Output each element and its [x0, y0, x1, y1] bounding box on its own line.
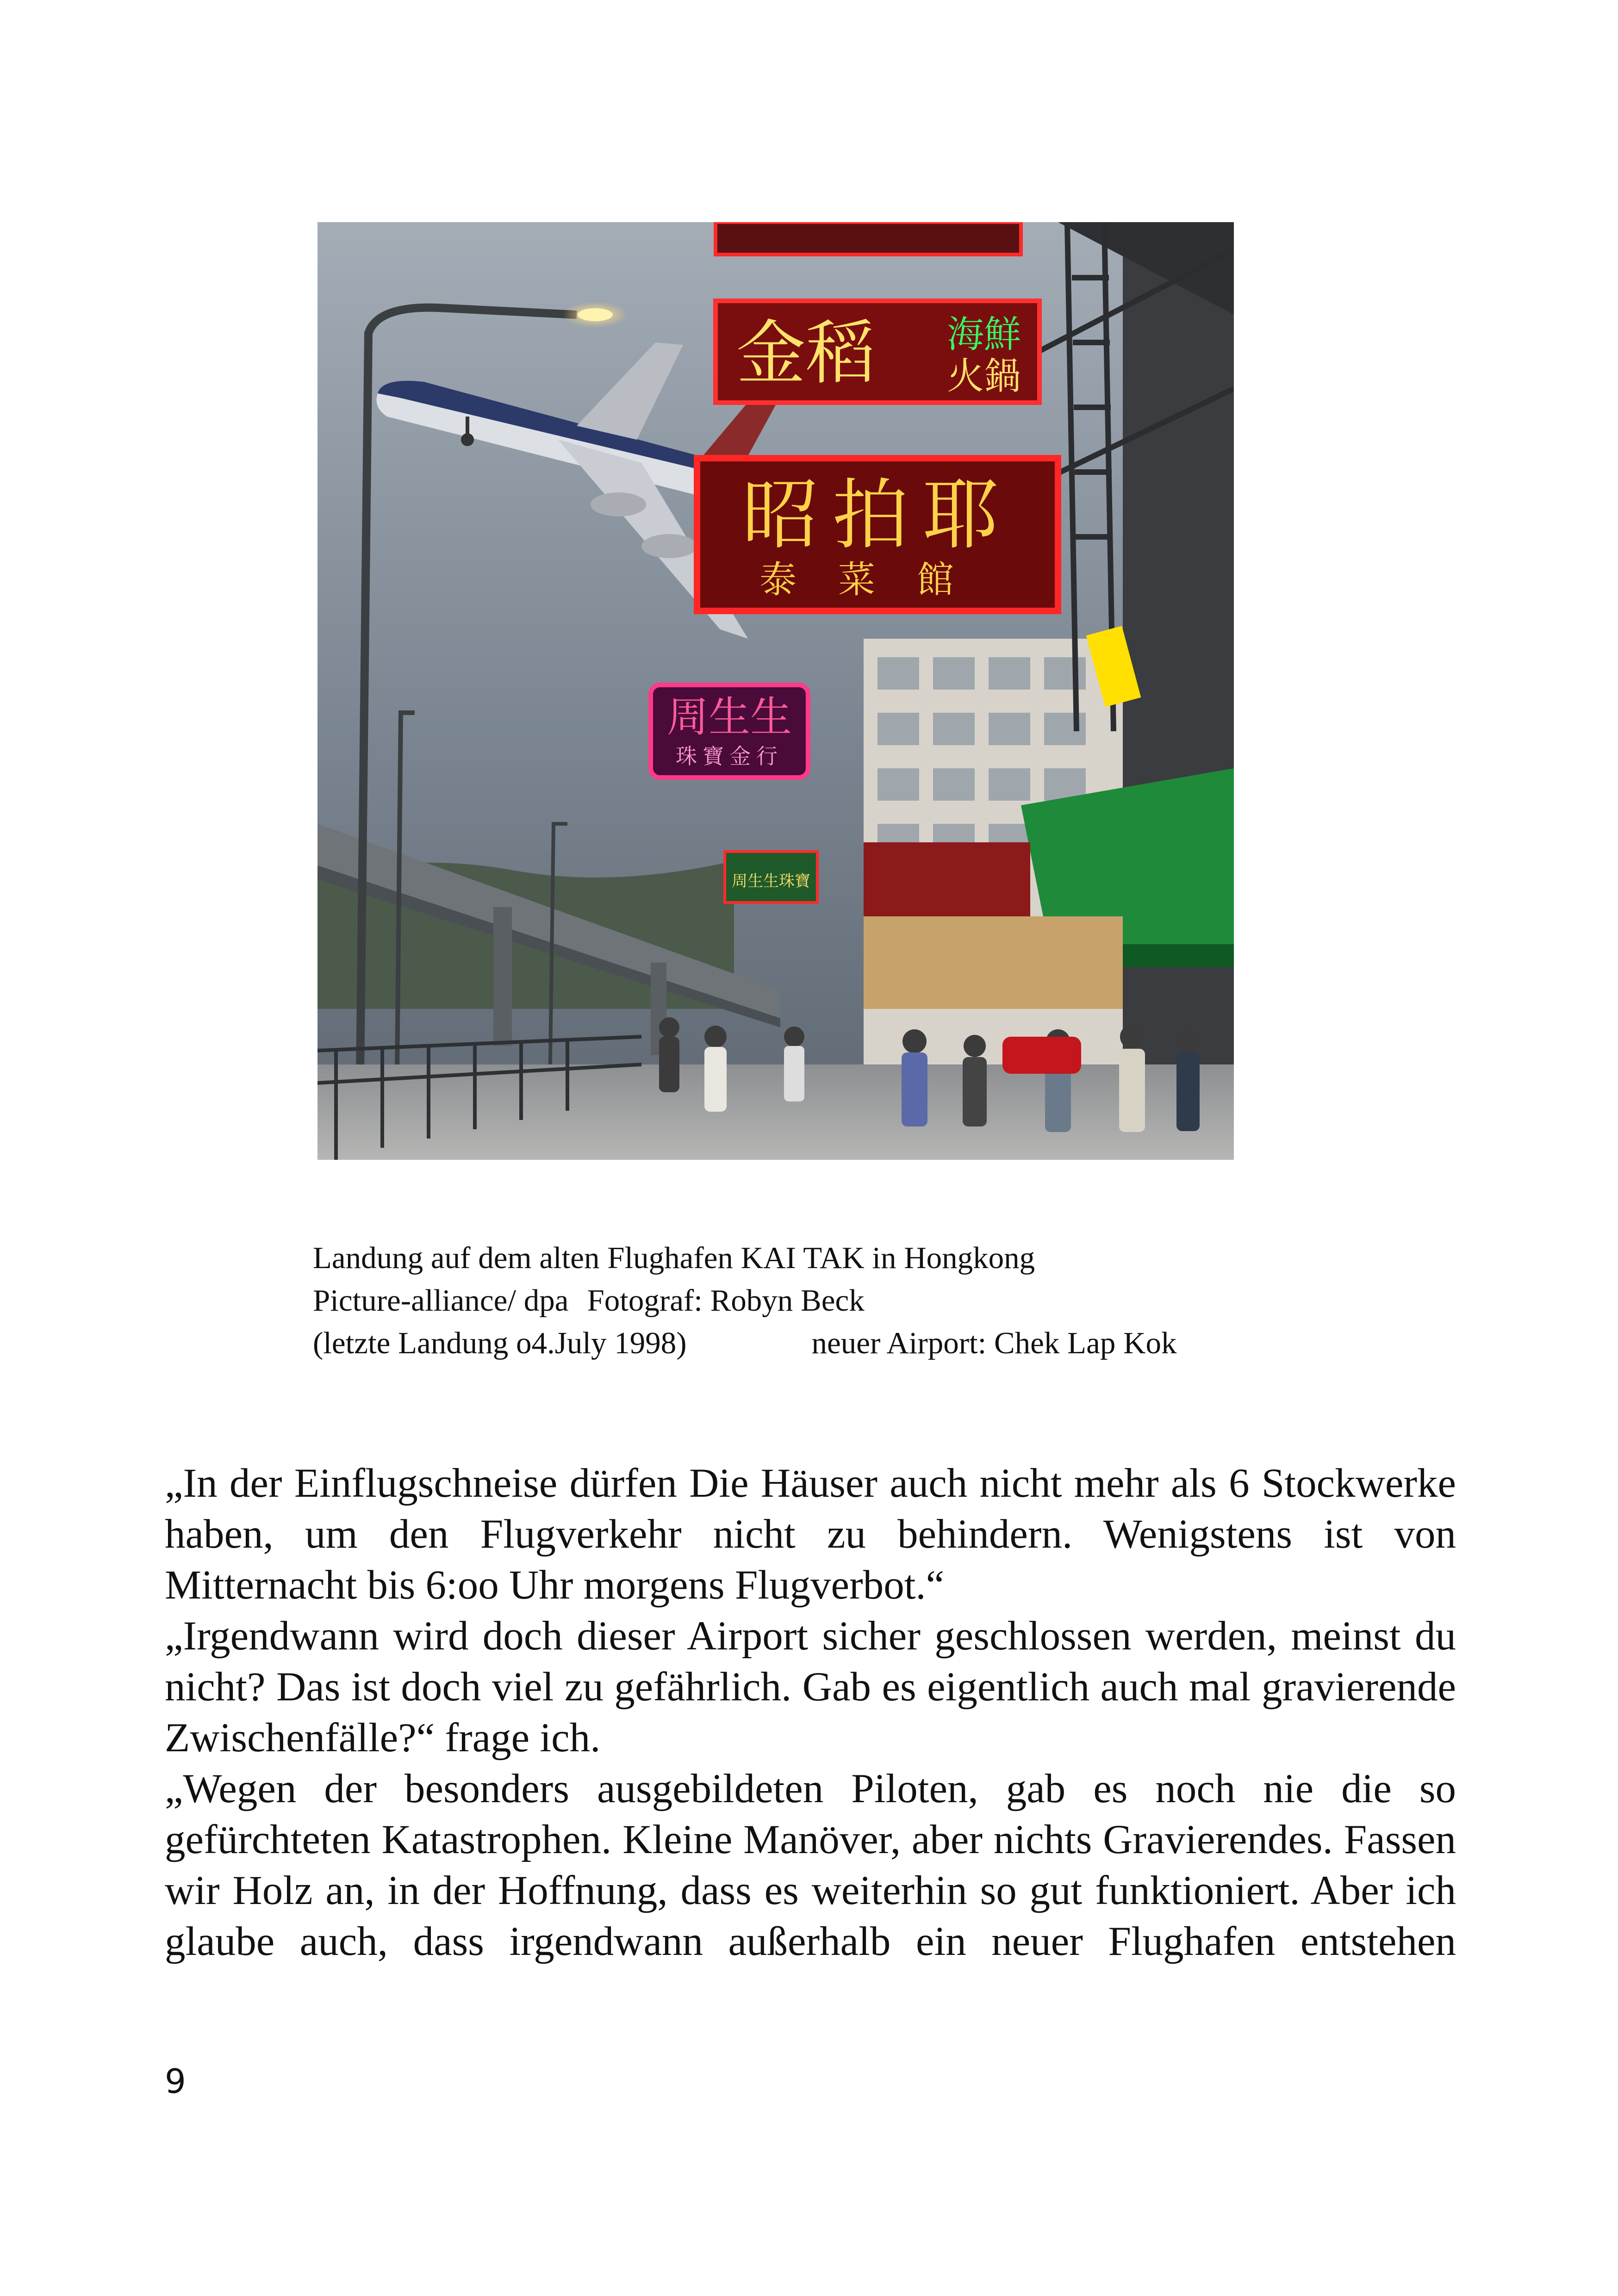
caption-new-airport: neuer Airport: Chek Lap Kok — [811, 1326, 1177, 1360]
svg-text:昭拍耶: 昭拍耶 — [742, 471, 1013, 560]
svg-text:珠寶金行: 珠寶金行 — [676, 744, 783, 769]
neon-sign-jewelry — [651, 685, 808, 778]
svg-text:泰菜館: 泰菜館 — [759, 558, 996, 601]
caption-line-2 — [313, 1279, 1331, 1322]
kai-tak-photo — [317, 222, 1234, 1160]
svg-text:海鮮: 海鮮 — [947, 313, 1021, 356]
page-number: 9 — [165, 2062, 186, 2101]
neon-sign-small — [725, 852, 817, 902]
paragraph-3: „Wegen der besonders ausgebildeten Piloten, gab es noch nie die so gefürchteten Katastrophen. Kleine Manöver, aber nichts Gravierendes. Fassen wir Holz an, in der Hoffnung, dass es weiterhin so gut funktioniert. Aber ich glaube auch, dass irgendwann außerhalb ein neuer Flughafen entstehen — [165, 1766, 1456, 1964]
caption-photographer: Fotograf: Robyn Beck — [587, 1283, 865, 1318]
paragraph-2: „Irgendwann wird doch dieser Airport sicher geschlossen werden, meinst du nicht? Das ist doch viel zu gefährlich. Gab es eigentlich auch mal gravierende Zwischenfälle?“ frage ich. — [165, 1613, 1456, 1761]
svg-text:金稻: 金稻 — [736, 313, 876, 394]
svg-text:周生生: 周生生 — [667, 693, 792, 741]
svg-text:周生生珠寶: 周生生珠寶 — [732, 872, 810, 890]
figure-caption — [313, 1237, 1331, 1364]
neon-sign-thai-restaurant — [697, 458, 1058, 611]
caption-credit: Picture-alliance/ dpa — [313, 1283, 569, 1318]
photo-illustration — [317, 222, 1234, 1160]
paragraph-1: „In der Einflugschneise dürfen Die Häuser auch nicht mehr als 6 Stockwerke haben, um den Flugverkehr nicht zu behindern. Wenigstens ist von Mitternacht bis 6:oo Uhr morgens Flugverbot.“ — [165, 1461, 1456, 1608]
neon-sign-seafood — [716, 301, 1039, 403]
caption-line-3 — [313, 1322, 1331, 1364]
street — [317, 1064, 1234, 1160]
caption-last-landing: (letzte Landung o4.July 1998) — [313, 1326, 687, 1360]
body-text — [165, 1458, 1456, 1967]
svg-text:火鍋: 火鍋 — [947, 355, 1021, 398]
caption-line-1: Landung auf dem alten Flughafen KAI TAK in Hongkong — [313, 1241, 1035, 1275]
